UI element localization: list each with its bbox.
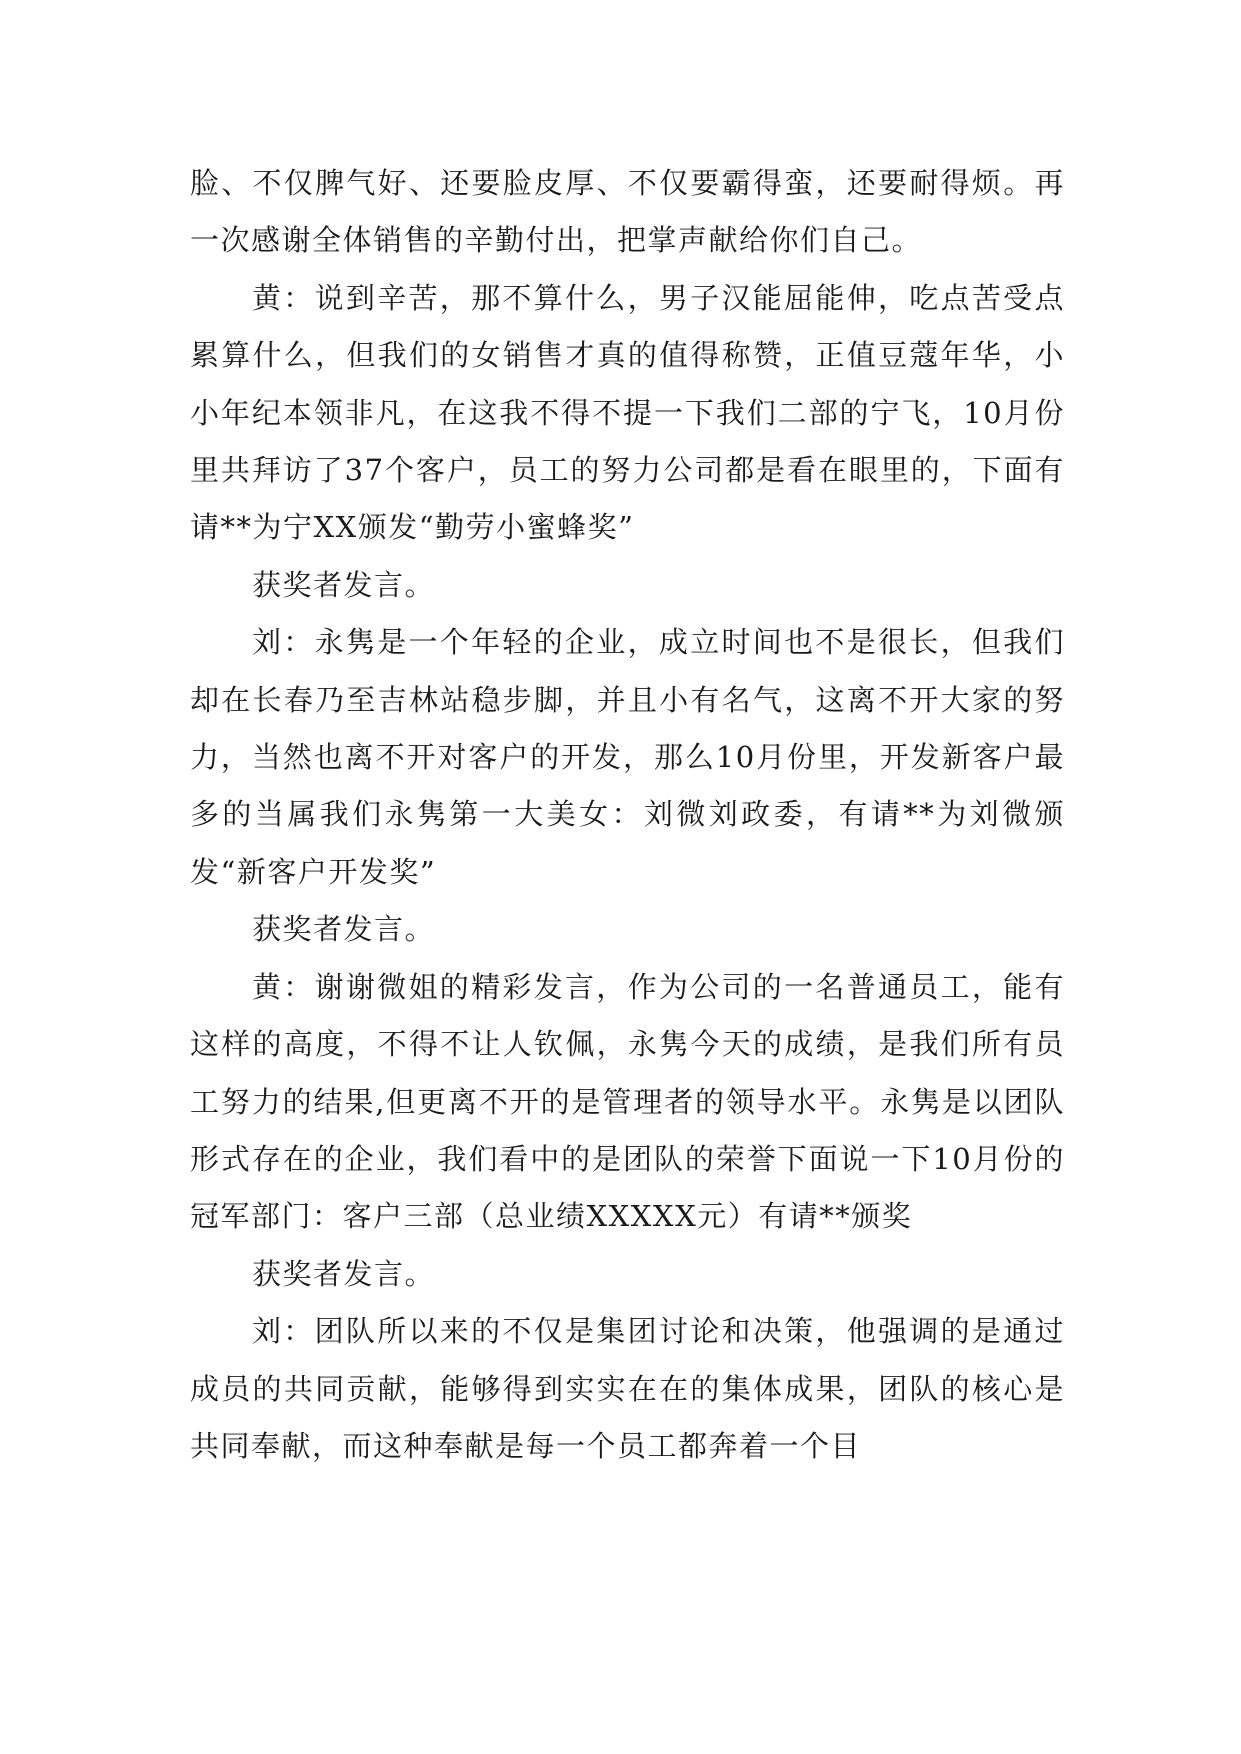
paragraph-3: 获奖者发言。	[252, 567, 436, 602]
paragraph-7: 获奖者发言。	[252, 1256, 436, 1291]
paragraph-5: 获奖者发言。	[252, 912, 436, 947]
paragraph-8: 刘：团队所以来的不仅是集团讨论和决策，他强调的是通过成员的共同贡献，能够得到实实在在的集体成果，团队的核心是共同奉献，而这种奉献是每一个员工都奔着一个目	[190, 1314, 1065, 1463]
document-body	[190, 155, 1065, 1475]
paragraph-4: 刘：永隽是一个年轻的企业，成立时间也不是很长，但我们却在长春乃至吉林站稳步脚，并且小有名气，这离不开大家的努力，当然也离不开对客户的开发，那么10月份里，开发新客户最多的当属我们永隽第一大美女：刘微刘政委，有请**为刘微颁发“新客户开发奖”	[190, 625, 1065, 889]
paragraph-2: 黄：说到辛苦，那不算什么，男子汉能屈能伸，吃点苦受点累算什么，但我们的女销售才真的值得称赞，正值豆蔻年华，小小年纪本领非凡，在这我不得不提一下我们二部的宁飞，10月份里共拜访了37个客户，员工的努力公司都是看在眼里的，下面有请**为宁XX颁发“勤劳小蜜蜂奖”	[190, 280, 1065, 545]
paragraph-1: 脸、不仅脾气好、还要脸皮厚、不仅要霸得蛮，还要耐得烦。再一次感谢全体销售的辛勤付出，把掌声献给你们自己。	[190, 166, 1065, 258]
paragraph-6: 黄：谢谢微姐的精彩发言，作为公司的一名普通员工，能有这样的高度，不得不让人钦佩，永隽今天的成绩，是我们所有员工努力的结果,但更离不开的是管理者的领导水平。永隽是以团队形式存在的企业，我们看中的是团队的荣誉下面说一下10月份的冠军部门：客户三部（总业绩XXXXX元）有请**颁奖	[190, 969, 1065, 1234]
